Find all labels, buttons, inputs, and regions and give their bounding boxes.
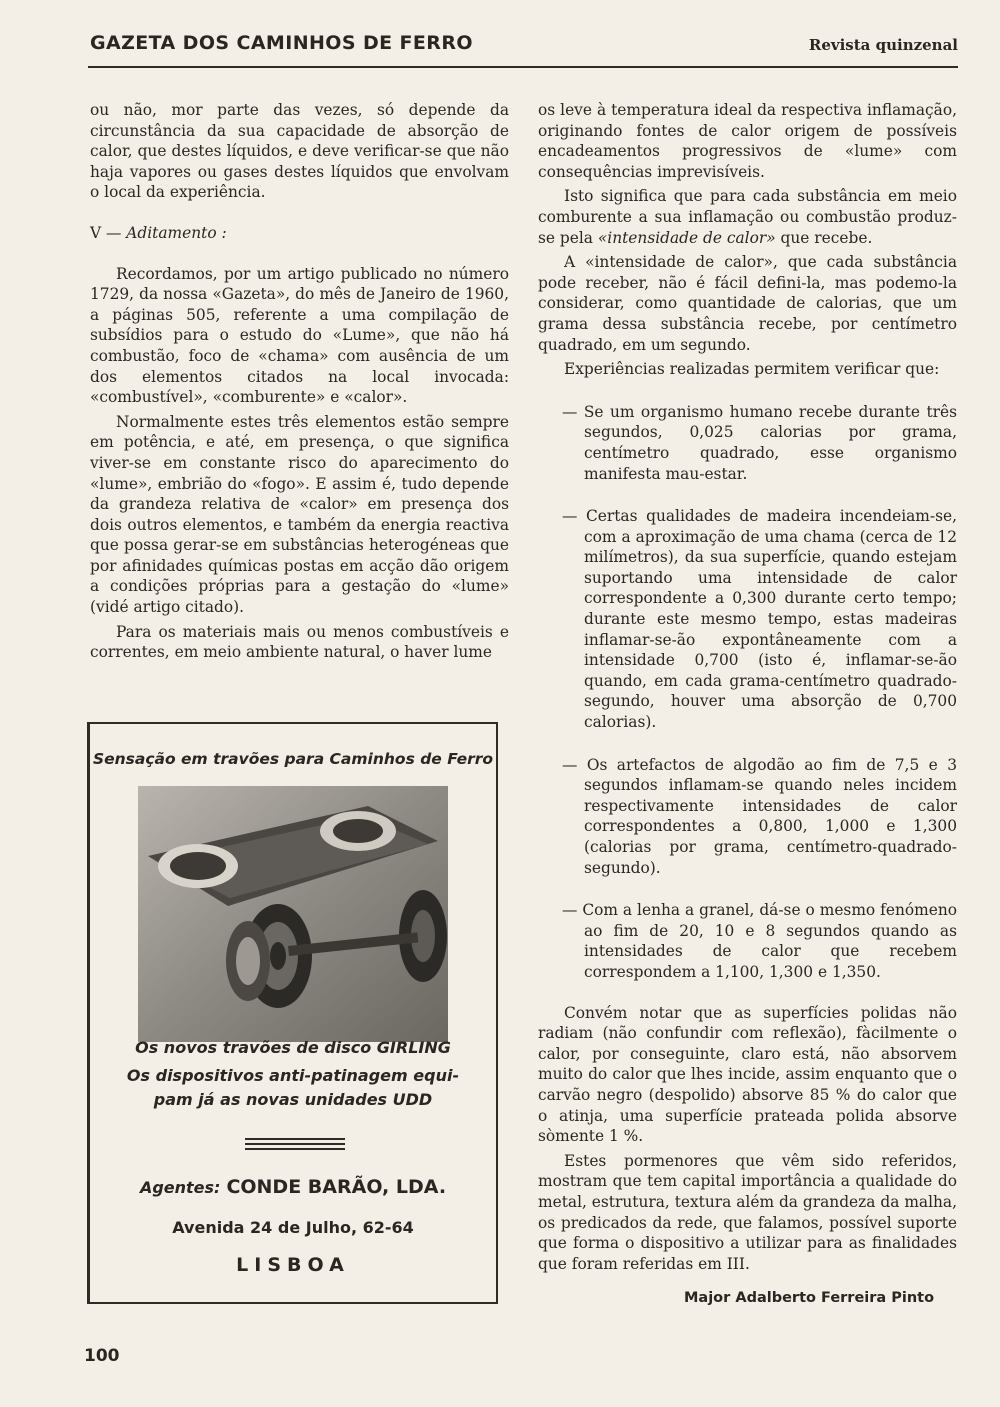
ad-address: Avenida 24 de Julho, 62-64 [172,1218,414,1237]
paragraph: Estes pormenores que vêm sido referidos, mostram que tem capital importância a qualidade do metal, estrutura, textura além da grandeza da malha, os predicados da rede, que falamos, possível suporte que forma o dispositivo a utilizar para as finalidades que foram referidas em III. [538,1151,957,1273]
agents-name: CONDE BARÃO, LDA. [226,1176,447,1198]
agents-label: Agentes: [139,1178,221,1197]
ad-line-3: pam já as novas unidades UDD [153,1090,433,1109]
paragraph: Convém notar que as superfícies polidas não radiam (não confundir com reflexão), fàcilmente o calor, por conseguinte, claro está, não absorvem muito do calor que lhes incide, assim enquanto que o carvão negro (despolido) absorve 85 % do calor que o atinja, uma superfície prateada polida absorve sòmente 1 %. [538,1003,957,1146]
paragraph: Experiências realizadas permitem verificar que: [564,360,940,379]
ad-agents [90,1176,496,1198]
emphasis: «intensidade de calor» [597,228,776,247]
page-number: 100 [84,1346,120,1366]
list-item: — Com a lenha a granel, dá-se o mesmo fenómeno ao fim de 20, 10 e 8 segundos quando as intensidades de calor que recebem correspondem a 1,100, 1,300 e 1,350. [562,901,957,981]
paragraph: Recordamos, por um artigo publicado no número 1729, da nossa «Gazeta», do mês de Janeiro de 1960, a páginas 505, referente a uma compilação de subsídios para o estudo do «Lume», que não há combustão, foco de «chama» com ausência de um dos elementos citados na local invocada: «combustível», «comburente» e «calor». [90,264,509,407]
advertisement [87,722,498,1304]
ad-line-1: Os novos travões de disco GIRLING [135,1038,451,1057]
divider [245,1148,345,1150]
section-number: V — [90,223,127,242]
brake-bogie-photo [138,786,448,1042]
author-signature: Major Adalberto Ferreira Pinto [684,1290,935,1306]
paragraph-text: Isto significa que para cada substância em meio comburente a sua inflamação ou combustão produz-se pela [538,187,957,247]
bogie-illustration [138,786,448,1042]
page-header [88,30,958,68]
divider [245,1138,345,1140]
ad-line-2: Os dispositivos anti-patinagem equi- [126,1066,460,1085]
section-title: Aditamento : [126,223,227,242]
paragraph-text: que recebe. [775,228,873,247]
paragraph: Normalmente estes três elementos estão sempre em potência, e até, em presença, o que significa viver-se em constante risco do aparecimento do «lume», embrião do «fogo». E assim é, tudo depende da grandeza relativa de «calor» em presença dos dois outros elementos, e também da energia reactiva que possa gerar-se em substâncias heterogéneas que por afinidades químicas postas em acção dão origem a condições próprias para a gestação do «lume» (vidé artigo citado). [90,412,509,617]
ad-title: Sensação em travões para Caminhos de Ferro [92,750,494,768]
paragraph [538,186,957,248]
right-column [538,100,957,1278]
left-column [90,100,509,667]
journal-title: GAZETA DOS CAMINHOS DE FERRO [90,32,473,54]
divider [245,1143,345,1145]
paragraph: A «intensidade de calor», que cada substância pode receber, não é fácil defini-la, mas podemo-la considerar, como quantidade de calorias, que um grama dessa substância recebe, por centímetro quadrado, em um segundo. [538,253,957,354]
ad-city: LISBOA [236,1254,350,1276]
list-item: — Certas qualidades de madeira incendeiam-se, com a aproximação de uma chama (cerca de 12 milímetros), da sua superfície, quando estejam suportando uma intensidade de calor correspondente a 0,300 durante certo tempo; durante este mesmo tempo, estas madeiras inflamar-se-ão expontâneamente com a intensidade 0,700 (isto é, inflamar-se-ão quando, em cada grama-centímetro quadrado-segundo, houver uma absorção de 0,700 calorias). [562,507,957,732]
section-heading [90,223,509,244]
paragraph: ou não, mor parte das vezes, só depende da circunstância da sua capacidade de absorção de calor, que destes líquidos, e deve verificar-se que não haja vapores ou gases destes líquidos que envolvam o local da experiência. [90,101,509,202]
paragraph: os leve à temperatura ideal da respectiva inflamação, originando fontes de calor origem de possíveis encadeamentos progressivos de «lume» com consequências imprevisíveis. [538,101,957,181]
list-item: — Se um organismo humano recebe durante três segundos, 0,025 calorias por grama, centímetro quadrado, esse organismo manifesta mau-estar. [562,402,957,483]
journal-subtitle: Revista quinzenal [808,36,958,54]
paragraph: Para os materiais mais ou menos combustíveis e correntes, em meio ambiente natural, o haver lume [90,622,509,662]
list-item: — Os artefactos de algodão ao fim de 7,5 e 3 segundos inflamam-se quando neles incidem respectivamente intensidades de calor correspondentes a 0,800, 1,000 e 1,300 (calorias por grama, centímetro-quadrado-segundo). [562,755,957,877]
